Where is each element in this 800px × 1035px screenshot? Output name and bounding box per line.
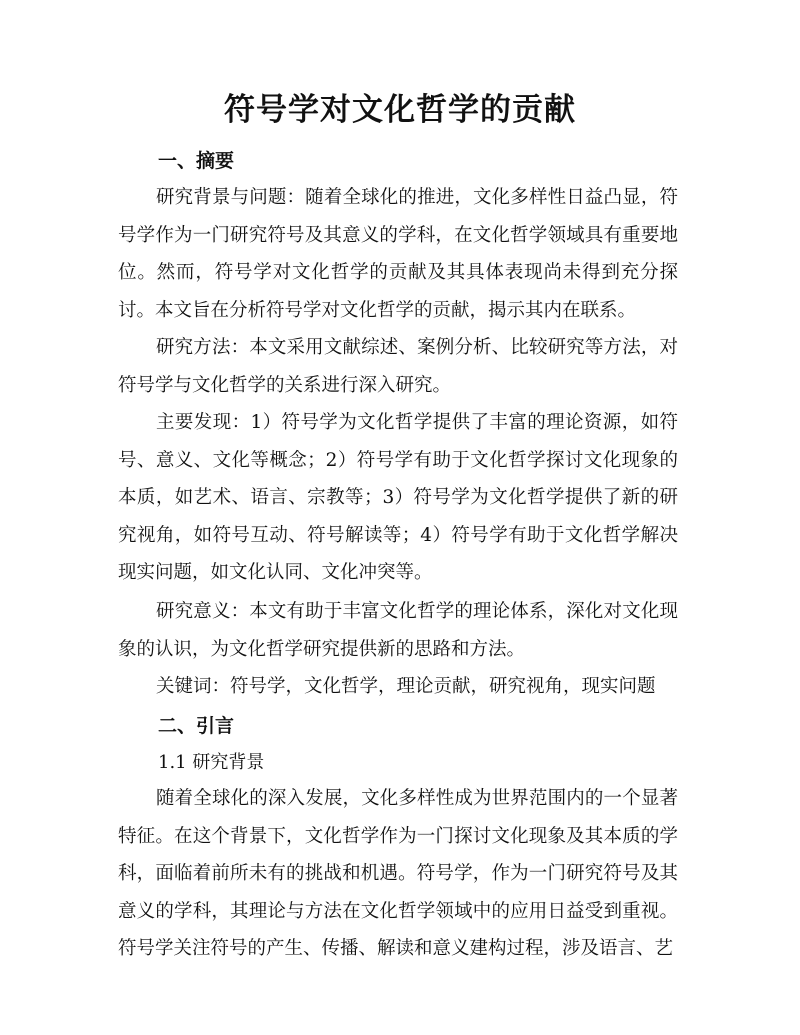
- abstract-background-paragraph: 研究背景与问题：随着全球化的推进，文化多样性日益凸显，符号学作为一门研究符号及其意义的学科，在文化哲学领域具有重要地位。然而，符号学对文化哲学的贡献及其具体表现尚未得到充分探讨。本文旨在分析符号学对文化哲学的贡献，揭示其内在联系。: [118, 187, 678, 321]
- keywords-paragraph: 关键词：符号学，文化哲学，理论贡献，研究视角，现实问题: [156, 676, 656, 697]
- introduction-heading: 二、引言: [158, 715, 235, 737]
- abstract-heading: 一、摘要: [158, 150, 235, 172]
- abstract-significance-paragraph: 研究意义：本文有助于丰富文化哲学的理论体系，深化对文化现象的认识，为文化哲学研究提供新的思路和方法。: [118, 601, 678, 660]
- section-1-1-heading: 1.1 研究背景: [158, 752, 265, 773]
- document-title: 符号学对文化哲学的贡献: [224, 92, 576, 128]
- abstract-methods-paragraph: 研究方法：本文采用文献综述、案例分析、比较研究等方法，对符号学与文化哲学的关系进行深入研究。: [118, 337, 678, 396]
- section-1-1-paragraph: 随着全球化的深入发展，文化多样性成为世界范围内的一个显著特征。在这个背景下，文化哲学作为一门探讨文化现象及其本质的学科，面临着前所未有的挑战和机遇。符号学，作为一门研究符号及其意义的学科，其理论与方法在文化哲学领域中的应用日益受到重视。符号学关注符号的产生、传播、解读和意义建构过程，涉及语言、艺: [118, 788, 678, 960]
- abstract-findings-paragraph: 主要发现：1）符号学为文化哲学提供了丰富的理论资源，如符号、意义、文化等概念；2）符号学有助于文化哲学探讨文化现象的本质，如艺术、语言、宗教等；3）符号学为文化哲学提供了新的研究视角，如符号互动、符号解读等；4）符号学有助于文化哲学解决现实问题，如文化认同、文化冲突等。: [118, 412, 678, 584]
